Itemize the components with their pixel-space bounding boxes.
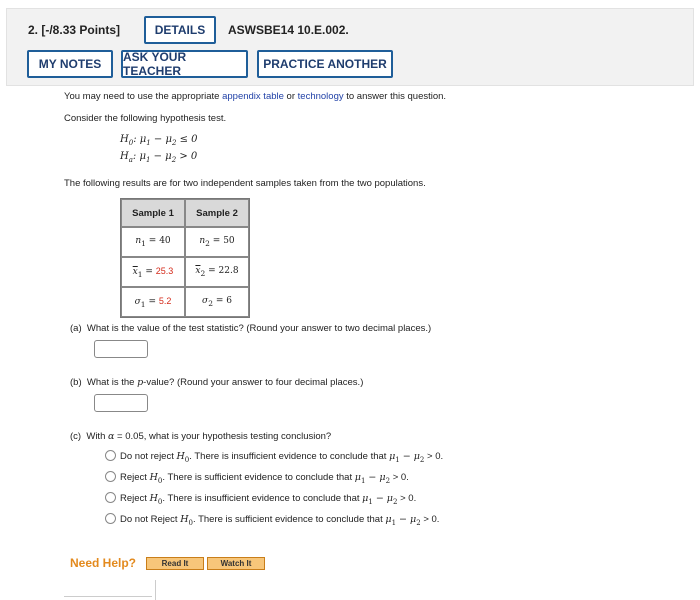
watch-it-button[interactable]: Watch It xyxy=(207,557,265,570)
part-a-text: What is the value of the test statistic? (Round your answer to two decimal places.) xyxy=(86,323,432,334)
intro-mid: or xyxy=(283,91,298,102)
conclusion-radio-2[interactable] xyxy=(105,471,116,482)
sigma2-cell: $\sigma_2 = 6$ xyxy=(185,287,249,317)
conclusion-option-4: Do not Reject $H_0$. There is sufficient evidence to conclude that $\mu_1 - \mu_2 > 0$. xyxy=(120,514,440,527)
bottom-divider-line xyxy=(64,596,152,597)
p-value-input[interactable] xyxy=(94,394,148,412)
part-c-question: (c) With α = 0.05, what is your hypothesis testing conclusion? xyxy=(70,431,332,442)
conclusion-radio-1[interactable] xyxy=(105,450,116,461)
part-b-label: (b) xyxy=(70,377,82,388)
consider-text: Consider the following hypothesis test. xyxy=(64,113,227,124)
sample-1-header: Sample 1 xyxy=(121,199,185,227)
alternative-hypothesis: $H_a$: $\mu_1 - \mu_2 > 0$ xyxy=(120,151,198,164)
table-header-row xyxy=(121,199,249,227)
conclusion-radio-4[interactable] xyxy=(105,513,116,524)
part-a-question xyxy=(70,323,431,334)
need-help-label: Need Help? xyxy=(70,556,137,570)
n2-cell: $n_2 = 50$ xyxy=(185,227,249,257)
my-notes-button[interactable]: MY NOTES xyxy=(27,50,113,78)
table-row xyxy=(121,257,249,287)
sigma1-cell: $\sigma_1 = 5.2$ xyxy=(121,287,185,317)
test-statistic-input[interactable] xyxy=(94,340,148,358)
part-a-label: (a) xyxy=(70,323,82,334)
part-b-question: (b) What is the p-value? (Round your answer to four decimal places.) xyxy=(70,377,364,388)
samples-text: The following results are for two independent samples taken from the two populations. xyxy=(64,178,426,189)
intro-text xyxy=(64,91,446,102)
technology-link[interactable]: technology xyxy=(297,91,344,102)
conclusion-option-2: Reject $H_0$. There is sufficient evidence to conclude that $\mu_1 - \mu_2 > 0$. xyxy=(120,472,409,485)
points-label: [-/8.33 Points] xyxy=(41,23,121,37)
intro-pre: You may need to use the appropriate xyxy=(64,91,223,102)
conclusion-option-3: Reject $H_0$. There is insufficient evidence to conclude that $\mu_1 - \mu_2 > 0$. xyxy=(120,493,417,506)
conclusion-option-1: Do not reject $H_0$. There is insufficient evidence to conclude that $\mu_1 - \mu_2 > 0$. xyxy=(120,451,444,464)
problem-code: ASWSBE14 10.E.002. xyxy=(228,23,349,37)
sample-results-table xyxy=(120,198,250,318)
bottom-vertical-divider xyxy=(155,580,156,600)
appendix-table-link[interactable]: appendix table xyxy=(222,91,284,102)
n1-cell: $n_1 = 40$ xyxy=(121,227,185,257)
null-hypothesis: $H_0$: $\mu_1 - \mu_2 \le 0$ xyxy=(120,134,198,147)
conclusion-radio-3[interactable] xyxy=(105,492,116,503)
sample-2-header: Sample 2 xyxy=(185,199,249,227)
x1-cell: $\overline{x}_1 = 25.3$ xyxy=(121,257,185,287)
intro-post: to answer this question. xyxy=(343,91,447,102)
details-button[interactable]: DETAILS xyxy=(144,16,216,44)
question-number-points xyxy=(28,23,120,37)
part-c-label: (c) xyxy=(70,431,82,442)
practice-another-button[interactable]: PRACTICE ANOTHER xyxy=(257,50,393,78)
ask-teacher-button[interactable]: ASK YOUR TEACHER xyxy=(121,50,248,78)
read-it-button[interactable]: Read It xyxy=(146,557,204,570)
x2-cell: $\overline{x}_2 = 22.8$ xyxy=(185,257,249,287)
question-number: 2. xyxy=(28,23,39,37)
table-row xyxy=(121,287,249,317)
table-row xyxy=(121,227,249,257)
